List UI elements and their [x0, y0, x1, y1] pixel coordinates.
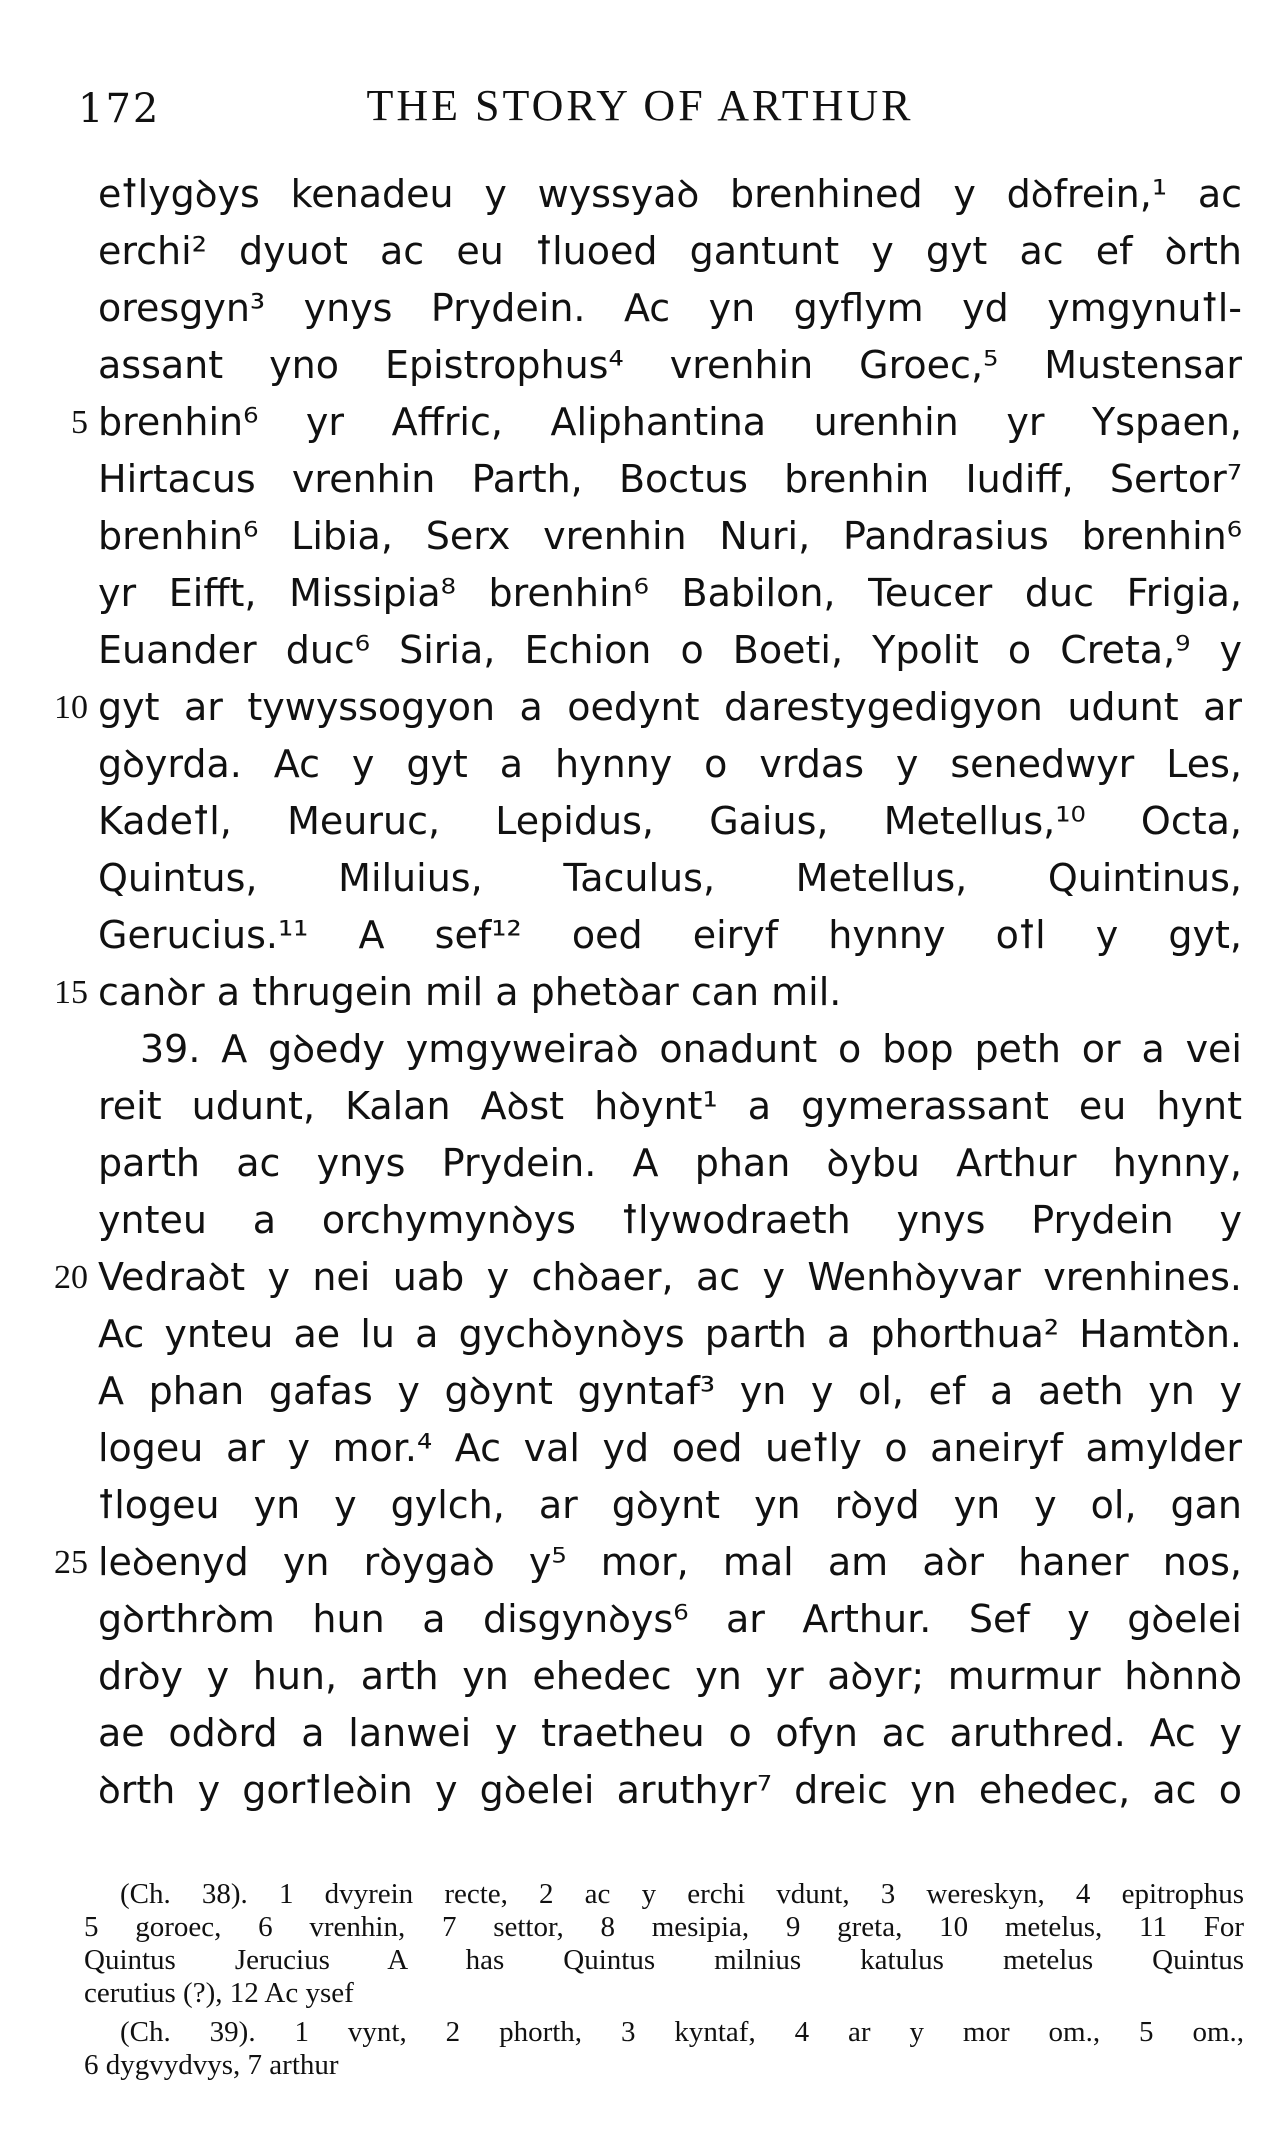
- line-text: erchi² dyuot ac eu ꝉluoed gantunt y gyt ac ef ꝺrth: [98, 229, 1242, 273]
- text-line: [0, 1477, 1282, 1534]
- line-text: Vedraꝺt y nei uab y chꝺaer, ac y Wenhꝺyvar vrenhines.: [98, 1255, 1242, 1299]
- text-line: [0, 793, 1282, 850]
- text-line: [0, 1534, 1282, 1591]
- line-text: brenhin⁶ yr Affric, Aliphantina urenhin yr Yspaen,: [98, 400, 1242, 444]
- footnote-line: 6 dygvydvys, 7 arthur: [84, 2049, 339, 2081]
- text-line: [0, 679, 1282, 736]
- line-text: A phan gafas y gꝺynt gyntaf³ yn y ol, ef a aeth yn y: [98, 1369, 1242, 1413]
- line-text: brenhin⁶ Libia, Serx vrenhin Nuri, Pandrasius brenhin⁶: [98, 514, 1242, 558]
- footnote-line: (Ch. 39). 1 vynt, 2 phorth, 3 kyntaf, 4 ar y mor om., 5 om.,: [120, 2016, 1244, 2048]
- text-line: [0, 1078, 1282, 1135]
- running-head: [70, 80, 1210, 140]
- line-text: parth ac ynys Prydein. A phan ꝺybu Arthur hynny,: [98, 1141, 1242, 1185]
- footnote-line: Quintus Jerucius A has Quintus milnius katulus metelus Quintus: [84, 1944, 1244, 1976]
- line-text: ynteu a orchymynꝺys ꝉlywodraeth ynys Prydein y: [98, 1198, 1242, 1242]
- body-text: [0, 166, 1282, 1819]
- text-line: [0, 337, 1282, 394]
- footnote-line: (Ch. 38). 1 dvyrein recte, 2 ac y erchi vdunt, 3 wereskyn, 4 epitrophus: [120, 1878, 1244, 1910]
- page-number: 172: [78, 86, 161, 132]
- text-line: [0, 1021, 1282, 1078]
- text-line: [0, 1762, 1282, 1819]
- text-line: [0, 736, 1282, 793]
- line-text: ꝉlogeu yn y gylch, ar gꝺynt yn rꝺyd yn y ol, gan: [98, 1483, 1242, 1527]
- line-text: Quintus, Miluius, Taculus, Metellus, Quintinus,: [98, 856, 1242, 900]
- text-line: [0, 166, 1282, 223]
- line-text: Ac ynteu ae lu a gychꝺynꝺys parth a phorthua² Hamtꝺn.: [98, 1312, 1242, 1356]
- text-line: [0, 565, 1282, 622]
- text-line: [0, 394, 1282, 451]
- text-line: [0, 907, 1282, 964]
- line-number: 15: [54, 974, 88, 1011]
- text-line: [0, 508, 1282, 565]
- text-line: [0, 622, 1282, 679]
- line-text: reit udunt, Kalan Aꝺst hꝺynt¹ a gymerassant eu hynt: [98, 1084, 1242, 1128]
- text-line: [0, 850, 1282, 907]
- line-text: yr Eifft, Missipia⁸ brenhin⁶ Babilon, Teucer duc Frigia,: [98, 571, 1242, 615]
- running-title: THE STORY OF ARTHUR: [366, 81, 914, 130]
- text-line: [0, 451, 1282, 508]
- text-line: [0, 1192, 1282, 1249]
- text-line: [0, 1135, 1282, 1192]
- text-line: [0, 223, 1282, 280]
- footnotes: [84, 1878, 1244, 2088]
- line-text: ꝺrth y gorꝉleꝺin y gꝺelei aruthyr⁷ dreic yn ehedec, ac o: [98, 1768, 1242, 1812]
- text-line: [0, 1306, 1282, 1363]
- line-text: oresgyn³ ynys Prydein. Ac yn gyflym yd ymgynuꝉl-: [98, 286, 1242, 330]
- line-text: drꝺy y hun, arth yn ehedec yn yr aꝺyr; murmur hꝺnnꝺ: [98, 1654, 1242, 1698]
- line-number: 5: [71, 404, 88, 441]
- footnote-block: [84, 1878, 1244, 2010]
- text-line: [0, 1249, 1282, 1306]
- line-text: gꝺrthrꝺm hun a disgynꝺys⁶ ar Arthur. Sef y gꝺelei: [98, 1597, 1242, 1641]
- text-line: [0, 1363, 1282, 1420]
- line-text: eꝉlygꝺys kenadeu y wyssyaꝺ brenhined y dꝺfrein,¹ ac: [98, 172, 1242, 216]
- line-text: 39. A gꝺedy ymgyweiraꝺ onadunt o bop peth or a vei: [140, 1027, 1242, 1071]
- footnote-line: 5 goroec, 6 vrenhin, 7 settor, 8 mesipia, 9 greta, 10 metelus, 11 For: [84, 1911, 1244, 1943]
- line-number: 10: [54, 689, 88, 726]
- footnote-line: cerutius (?), 12 Ac ysef: [84, 1977, 354, 2009]
- line-text: Gerucius.¹¹ A sef¹² oed eiryf hynny oꝉl y gyt,: [98, 913, 1242, 957]
- footnote-block: [84, 2016, 1244, 2082]
- text-line: [0, 1648, 1282, 1705]
- line-text: canꝺr a thrugein mil a phetꝺar can mil.: [98, 970, 842, 1014]
- line-text: assant yno Epistrophus⁴ vrenhin Groec,⁵ Mustensar: [98, 343, 1242, 387]
- line-text: logeu ar y mor.⁴ Ac val yd oed ueꝉly o aneiryf amylder: [98, 1426, 1242, 1470]
- line-text: Kadeꝉl, Meuruc, Lepidus, Gaius, Metellus,¹⁰ Octa,: [98, 799, 1242, 843]
- line-text: leꝺenyd yn rꝺygaꝺ y⁵ mor, mal am aꝺr haner nos,: [98, 1540, 1242, 1584]
- line-text: Hirtacus vrenhin Parth, Boctus brenhin Iudiff, Sertor⁷: [98, 457, 1242, 501]
- text-line: [0, 1420, 1282, 1477]
- line-number: 25: [54, 1544, 88, 1581]
- line-number: 20: [54, 1259, 88, 1296]
- line-text: gyt ar tywyssogyon a oedynt darestygedigyon udunt ar: [98, 685, 1242, 729]
- line-text: Euander duc⁶ Siria, Echion o Boeti, Ypolit o Creta,⁹ y: [98, 628, 1242, 672]
- line-text: ae odꝺrd a lanwei y traetheu o ofyn ac aruthred. Ac y: [98, 1711, 1242, 1755]
- text-line: [0, 1591, 1282, 1648]
- text-line: [0, 280, 1282, 337]
- text-line: [0, 1705, 1282, 1762]
- line-text: gꝺyrda. Ac y gyt a hynny o vrdas y senedwyr Les,: [98, 742, 1242, 786]
- text-line: [0, 964, 1282, 1021]
